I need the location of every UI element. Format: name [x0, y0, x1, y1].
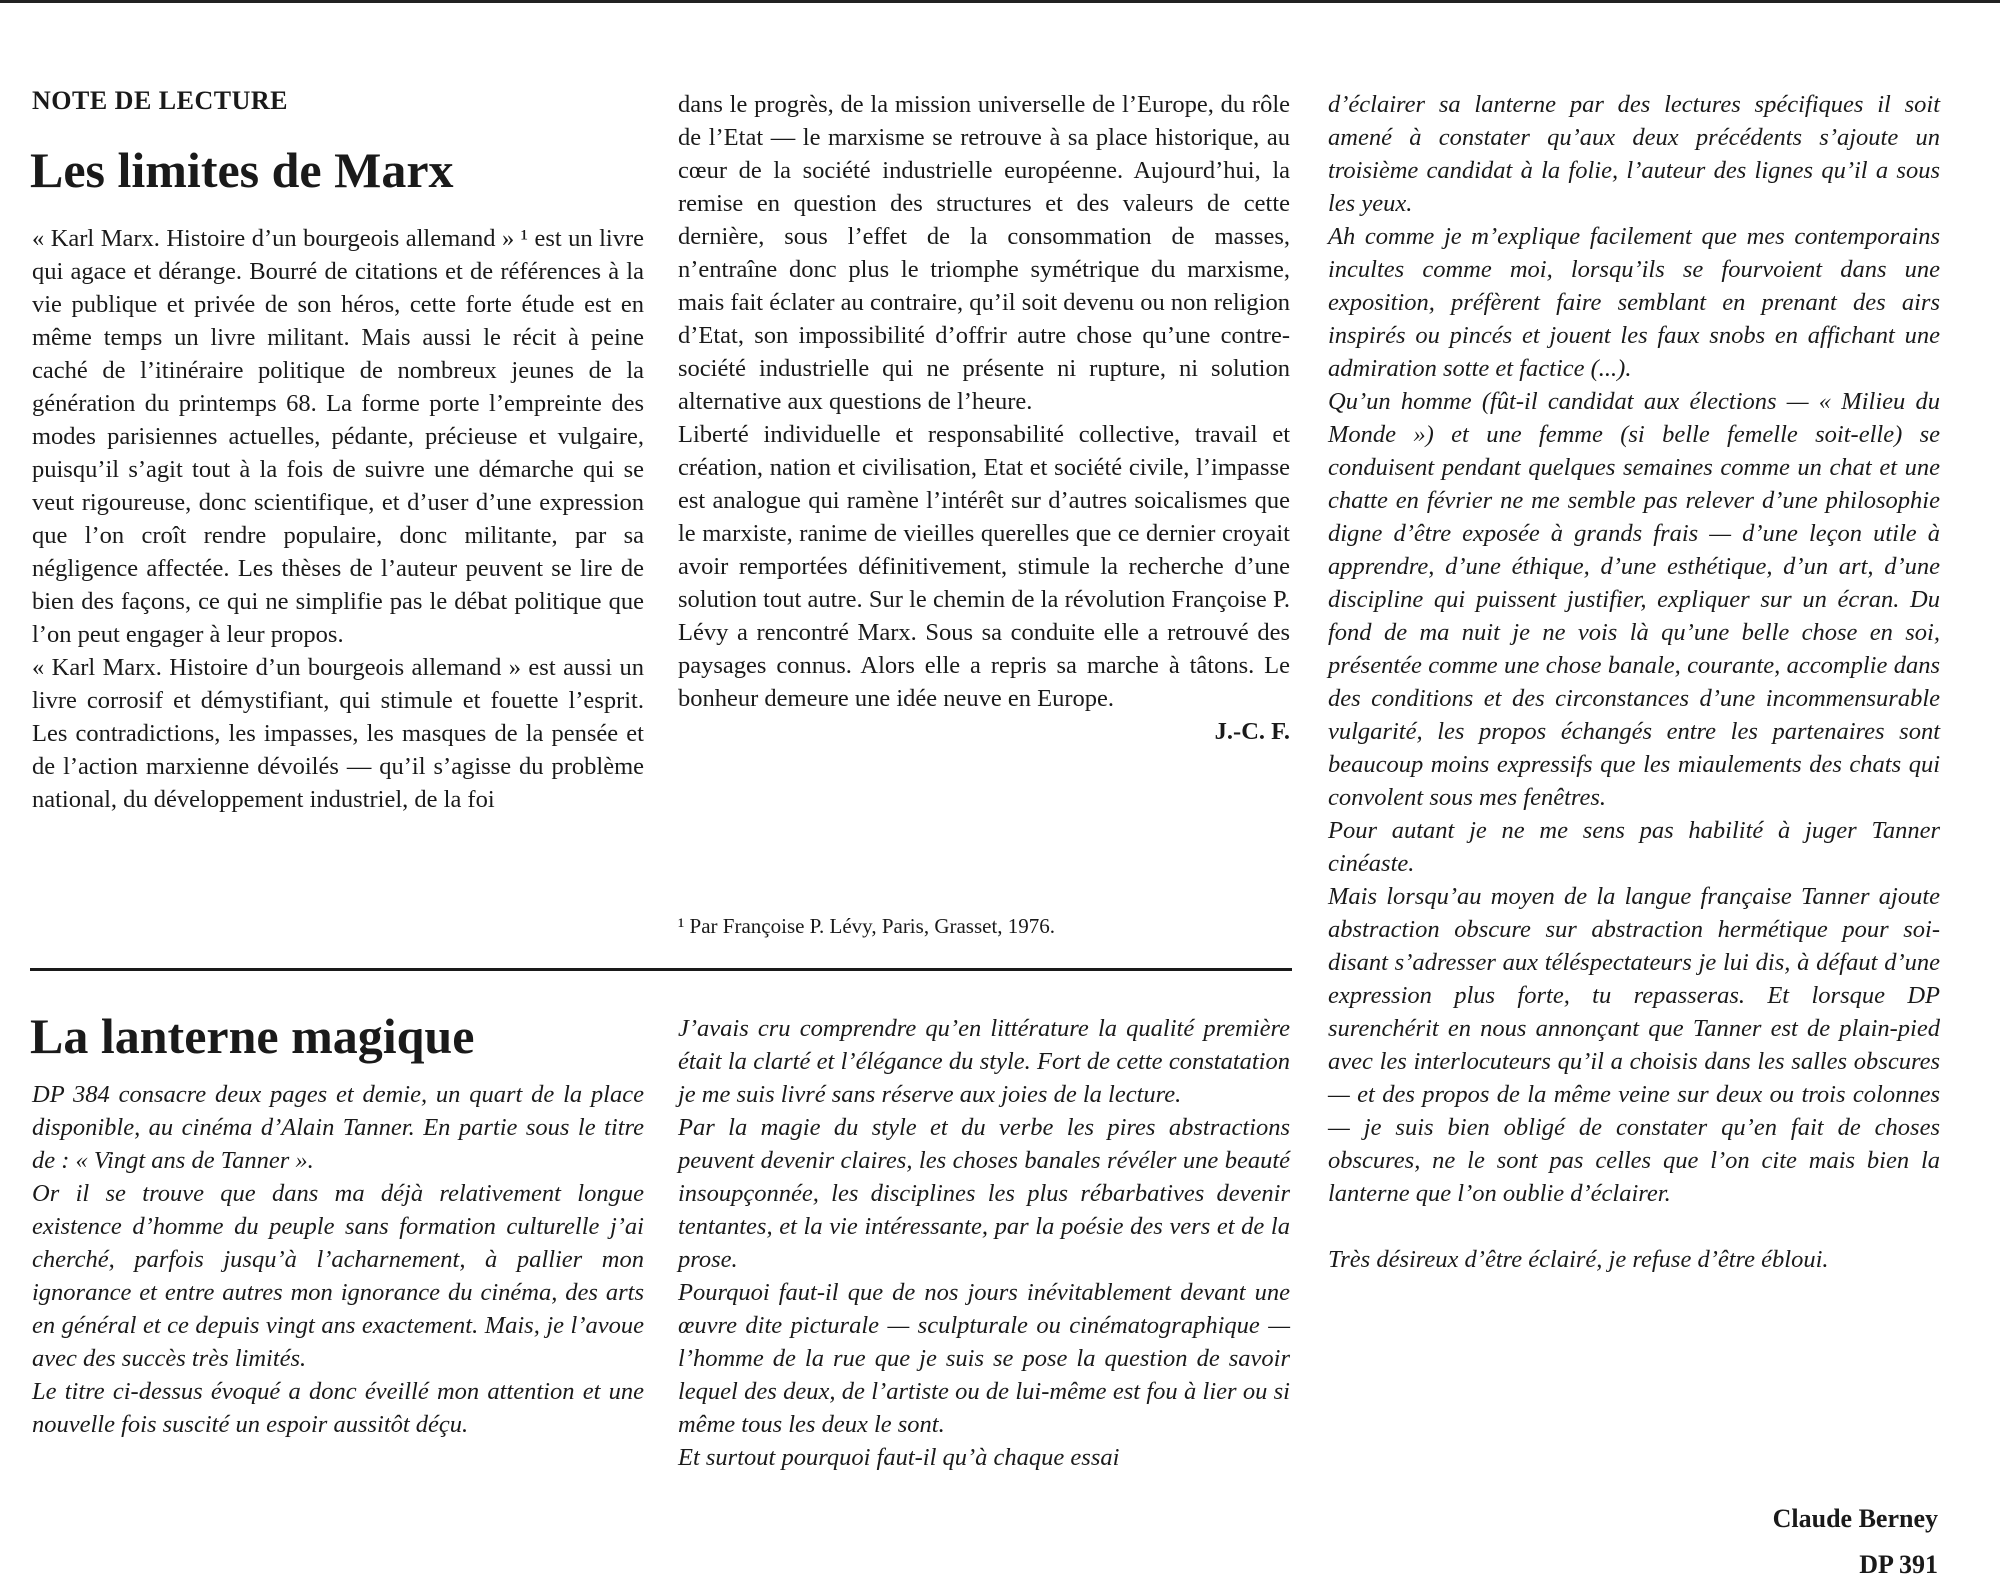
issue-number: DP 391 [1859, 1550, 1938, 1579]
article-title-marx: Les limites de Marx [30, 142, 454, 198]
lanterne-column-2 [678, 1012, 1290, 1474]
paragraph-spacer [1328, 1210, 1940, 1243]
marx-column-1 [32, 222, 644, 816]
author-signature: Claude Berney [1772, 1504, 1938, 1533]
paragraph: Mais lorsqu’au moyen de la langue française Tanner ajoute abstraction obscure sur abstraction hermétique pour soi-disant s’adresser aux téléspectateurs je lui dis, à défaut d’une expression plus forte, tu repasseras. Et lorsque DP surenchérit en nous annonçant que Tanner est de plain-pied avec les interlocuteurs qu’il a choisis dans les salles obscures — et des propos de la même veine sur deux ou trois colonnes — je suis bien obligé de constater qu’en fait de choses obscures, ne le sont pas celles que l’on cite mais bien la lanterne que l’on oublie d’éclairer. [1328, 883, 1940, 1207]
paragraph: Qu’un homme (fût-il candidat aux élections — « Milieu du Monde ») et une femme (si belle femelle soit-elle) se conduisent pendant quelques semaines comme un chat et une chatte en février ne me semble pas relever d’une philosophie digne d’être exposée à grands frais — d’une leçon utile à apprendre, d’une éthique, d’une esthétique, d’un art, d’une discipline qui puissent justifier, expliquer sur un écran. Du fond de ma nuit je ne vois là qu’une belle chose en soi, présentée comme une chose banale, courante, accomplie dans des conditions et des circonstances d’une incommensurable vulgarité, les propos échangés entre les partenaires sont beaucoup moins expressifs que les miaulements des chats qui convolent sous mes fenêtres. [1328, 388, 1940, 811]
paragraph: Pourquoi faut-il que de nos jours inévitablement devant une œuvre dite picturale — sculpturale ou cinématographique — l’homme de la rue que je suis se pose la question de savoir lequel des deux, de l’artiste ou de lui-même est fou à lier ou si même tous les deux le sont. [678, 1279, 1290, 1438]
paragraph: Pour autant je ne me sens pas habilité à juger Tanner cinéaste. [1328, 817, 1940, 877]
paragraph: « Karl Marx. Histoire d’un bourgeois allemand » est aussi un livre corrosif et démystifiant, qui stimule et fouette l’esprit. Les contradictions, les impasses, les masques de la pensée et de l’action marxienne dévoilés — qu’il s’agisse du problème national, du développement industriel, de la foi [32, 654, 644, 813]
marx-column-2 [678, 88, 1290, 748]
paragraph: Or il se trouve que dans ma déjà relativement longue existence d’homme du peuple sans formation culturelle j’ai cherché, parfois jusqu’à l’acharnement, à pallier mon ignorance et entre autres mon ignorance du cinéma, des arts en général et ce depuis vingt ans exactement. Mais, je l’avoue avec des succès très limités. [32, 1180, 644, 1372]
section-divider [30, 968, 1292, 971]
paragraph: « Karl Marx. Histoire d’un bourgeois allemand » ¹ est un livre qui agace et dérange. Bourré de citations et de références à la vie publique et privée de son héros, cette forte étude est en même temps un livre militant. Mais aussi le récit à peine caché de l’itinéraire politique de nombreux jeunes de la génération du printemps 68. La forme porte l’empreinte des modes parisiennes actuelles, pédante, précieuse et vulgaire, puisqu’il s’agit tout à la fois de suivre une démarche qui se veut rigoureuse, donc scientifique, et d’user d’une expression que l’on croît rendre populaire, donc militante, par sa négligence affectée. Les thèses de l’auteur peuvent se lire de bien des façons, ce qui ne simplifie pas le débat politique que l’on peut engager à leur propos. [32, 225, 644, 648]
paragraph: Par la magie du style et du verbe les pires abstractions peuvent devenir claires, les choses banales révéler une beauté insoupçonnée, les disciplines les plus rébarbatives devenir tentantes, et la vie intéressante, par la poésie des vers et de la prose. [678, 1114, 1290, 1273]
paragraph: DP 384 consacre deux pages et demie, un quart de la place disponible, au cinéma d’Alain Tanner. En partie sous le titre de : « Vingt ans de Tanner ». [32, 1081, 644, 1174]
paragraph: J’avais cru comprendre qu’en littérature la qualité première était la clarté et l’élégance du style. Fort de cette constatation je me suis livré sans réserve aux joies de la lecture. [678, 1015, 1290, 1108]
author-initials: J.-C. F. [1214, 718, 1290, 745]
paragraph: Liberté individuelle et responsabilité collective, travail et création, nation et civilisation, Etat et société civile, l’impasse est analogue qui ramène l’intérêt sur d’autres soicalismes que le marxiste, ranime de vieilles querelles que ce dernier croyait avoir remportées définitivement, stimule la recherche d’une solution tout autre. Sur le chemin de la révolution Françoise P. Lévy a rencontré Marx. Sous sa conduite elle a retrouvé des paysages connus. Alors elle a repris sa marche à tâtons. Le bonheur demeure une idée neuve en Europe. [678, 421, 1290, 712]
lanterne-column-1 [32, 1078, 644, 1441]
article-title-lanterne: La lanterne magique [30, 1008, 475, 1064]
footnote: ¹ Par Françoise P. Lévy, Paris, Grasset, 1976. [678, 914, 1056, 938]
paragraph: Et surtout pourquoi faut-il qu’à chaque essai [678, 1444, 1120, 1471]
section-kicker: NOTE DE LECTURE [32, 86, 288, 115]
paragraph: Le titre ci-dessus évoqué a donc éveillé mon attention et une nouvelle fois suscité un espoir aussitôt déçu. [32, 1378, 644, 1438]
top-rule [0, 0, 2000, 3]
paragraph: d’éclairer sa lanterne par des lectures spécifiques il soit amené à constater qu’aux deux précédents s’ajoute un troisième candidat à la folie, l’auteur des lignes qu’il a sous les yeux. [1328, 91, 1940, 217]
paragraph: Ah comme je m’explique facilement que mes contemporains incultes comme moi, lorsqu’ils se fourvoient dans une exposition, préfèrent faire semblant en prenant des airs inspirés ou pincés et jouent les faux snobs en affichant une admiration sotte et factice (...). [1328, 223, 1940, 382]
paragraph: dans le progrès, de la mission universelle de l’Europe, du rôle de l’Etat — le marxisme se retrouve à sa place historique, au cœur de la société industrielle européenne. Aujourd’hui, la remise en question des structures et des valeurs de cette dernière, sous l’effet de la consommation de masses, n’entraîne donc plus le triomphe symétrique du marxisme, mais fait éclater au contraire, qu’il soit devenu ou non religion d’Etat, son impossibilité d’offrir autre chose qu’une contre-société industrielle qui ne présente ni rupture, ni solution alternative aux questions de l’heure. [678, 91, 1290, 415]
lanterne-column-3 [1328, 88, 1940, 1276]
closing-line: Très désireux d’être éclairé, je refuse d’être ébloui. [1328, 1246, 1829, 1273]
